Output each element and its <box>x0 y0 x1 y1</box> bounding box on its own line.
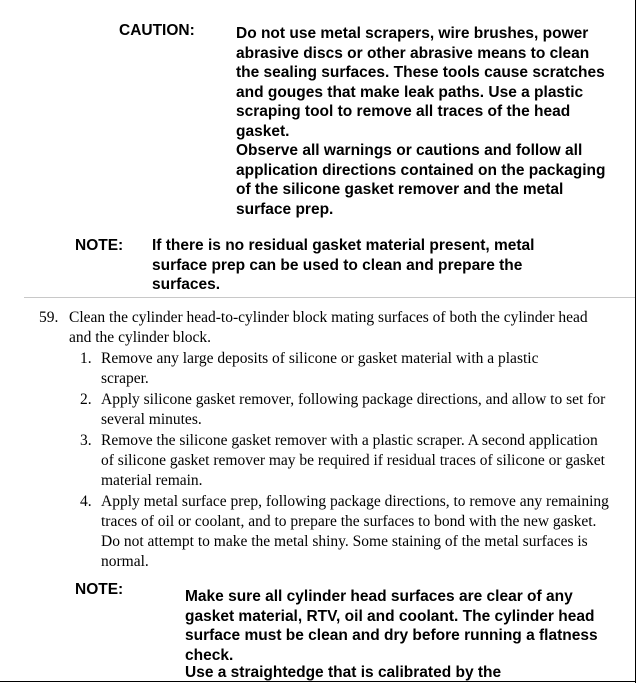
caution-label: CAUTION: <box>119 22 195 39</box>
substep-text: Remove any large deposits of silicone or gasket material with a plastic scraper. <box>101 350 539 387</box>
page-border-right <box>635 0 636 683</box>
substep-text: Apply silicone gasket remover, following package directions, and allow to set for several minutes. <box>101 391 606 428</box>
step-text: Clean the cylinder head-to-cylinder block mating surfaces of both the cylinder head and the cylinder block. <box>69 309 588 346</box>
note-paragraph-2: Use a straightedge that is calibrated by the <box>185 664 502 681</box>
note-text: If there is no residual gasket material present, metal surface prep can be used to clean and prepare the surfaces. <box>152 237 535 293</box>
substep-text: Apply metal surface prep, following package directions, to remove any remaining traces of oil or coolant, and to prepare the surfaces to bond with the new gasket. Do not attempt to make the metal shiny. Some staining of the metal surfaces is normal. <box>101 493 609 570</box>
step-number: 59. <box>39 309 59 326</box>
substep-number: 3. <box>80 432 92 449</box>
note-label: NOTE: <box>75 581 124 598</box>
caution-paragraph-1: Do not use metal scrapers, wire brushes, power abrasive discs or other abrasive means to clean the sealing surfaces. These tools cause scratches and gouges that make leak paths. Use a plastic scraping tool to remove all traces of the head gasket. <box>236 25 605 140</box>
substep-number: 1. <box>80 350 92 367</box>
section-divider <box>24 297 636 298</box>
note-label: NOTE: <box>75 237 124 254</box>
substep-text: Remove the silicone gasket remover with a plastic scraper. A second application of silicone gasket remover may be required if residual traces of silicone or gasket material remain. <box>101 432 605 489</box>
caution-paragraph-2: Observe all warnings or cautions and follow all application directions contained on the packaging of the silicone gasket remover and the metal surface prep. <box>236 142 606 218</box>
substep-number: 4. <box>80 493 92 510</box>
page-border-bottom <box>0 681 636 682</box>
substep-number: 2. <box>80 391 92 408</box>
note-paragraph-1: Make sure all cylinder head surfaces are clear of any gasket material, RTV, oil and coolant. The cylinder head surface must be clean and dry before running a flatness check. <box>185 588 598 664</box>
